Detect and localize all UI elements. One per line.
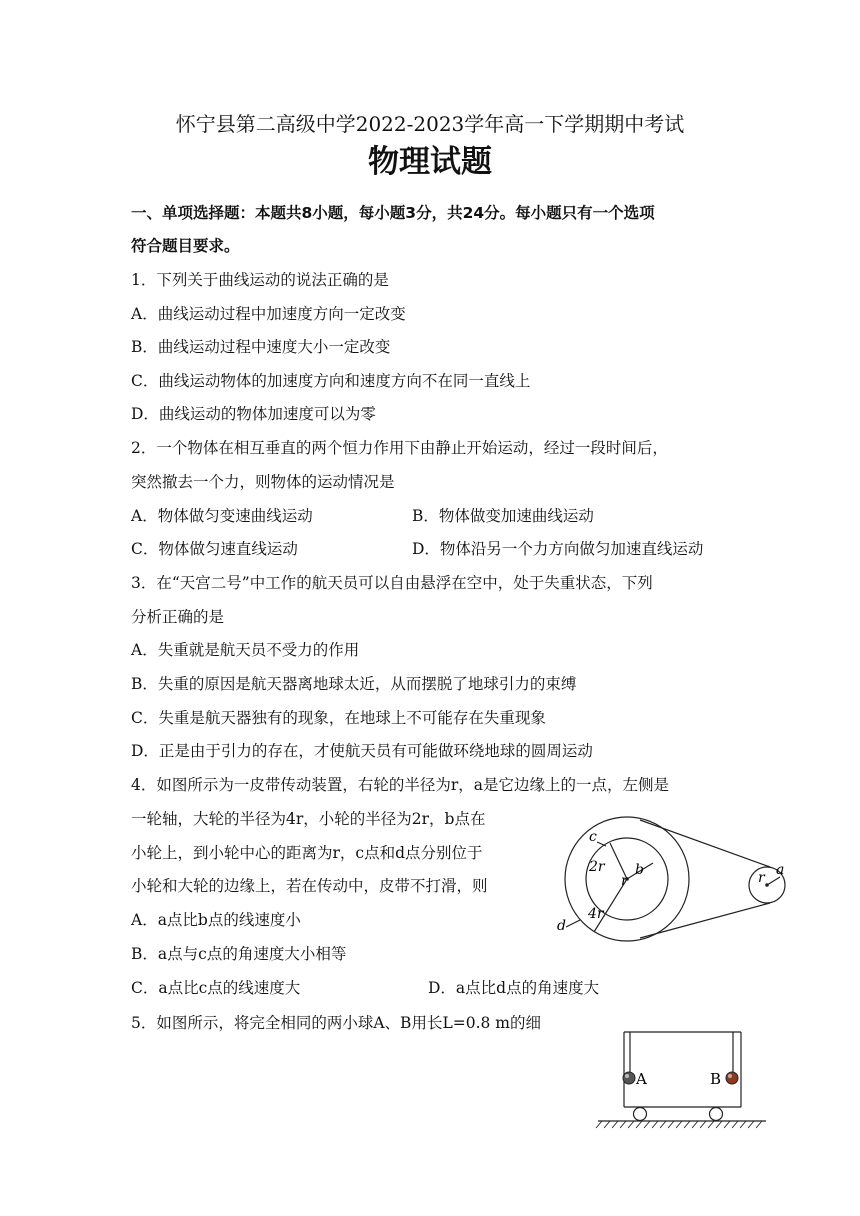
ball-a — [623, 1072, 635, 1084]
cart-figure — [596, 1030, 771, 1130]
wheel-right — [710, 1108, 723, 1121]
ball-b — [726, 1072, 738, 1084]
label-ball-b: B — [710, 1070, 722, 1088]
q1-option-c: C．曲线运动物体的加速度方向和速度方向不在同一直线上 — [131, 372, 531, 390]
q1-stem: 1．下列关于曲线运动的说法正确的是 — [131, 271, 389, 289]
label-c: c — [589, 829, 597, 845]
q3-option-d: D．正是由于引力的存在，才使航天员有可能做环绕地球的圆周运动 — [131, 742, 593, 760]
q4-option-a: A．a点比b点的线速度小 — [131, 911, 301, 929]
label-b: b — [635, 862, 644, 878]
q2-option-a: A．物体做匀变速曲线运动 — [131, 507, 313, 525]
label-2r: 2r — [589, 859, 605, 875]
school-exam-title: 怀宁县第二高级中学2022-2023学年高一下学期期中考试 — [175, 112, 685, 136]
q2-stem-line2: 突然撤去一个力，则物体的运动情况是 — [131, 473, 395, 491]
q2-stem-line1: 2．一个物体在相互垂直的两个恒力作用下由静止开始运动，经过一段时间后， — [131, 439, 668, 457]
q4-stem-line3: 小轮上，到小轮中心的距离为r，c点和d点分别位于 — [131, 844, 483, 862]
q4-stem-line1: 4．如图所示为一皮带传动装置，右轮的半径为r，a是它边缘上的一点，左侧是 — [131, 776, 670, 794]
q3-option-a: A．失重就是航天员不受力的作用 — [131, 641, 360, 659]
q2-option-c: C．物体做匀速直线运动 — [131, 540, 298, 558]
q4-option-b: B．a点与c点的角速度大小相等 — [131, 945, 347, 963]
q3-option-c: C．失重是航天器独有的现象，在地球上不可能存在失重现象 — [131, 709, 546, 727]
q4-stem-line4: 小轮和大轮的边缘上，若在传动中，皮带不打滑，则 — [131, 877, 488, 895]
label-4r: 4r — [588, 906, 604, 922]
q5-stem: 5．如图所示，将完全相同的两小球A、B用长L=0.8 m的细 — [131, 1014, 542, 1032]
q1-option-d: D．曲线运动的物体加速度可以为零 — [131, 405, 376, 423]
ball-b-highlight — [728, 1074, 732, 1078]
label-r-inner: r — [621, 873, 628, 889]
radius-right — [767, 877, 780, 885]
q1-option-a: A．曲线运动过程中加速度方向一定改变 — [131, 305, 406, 323]
q3-option-b: B．失重的原因是航天器离地球太近，从而摆脱了地球引力的束缚 — [131, 675, 577, 693]
label-leader-d — [566, 920, 580, 927]
q3-stem-line1: 3．在“天宫二号”中工作的航天员可以自由悬浮在空中，处于失重状态，下列 — [131, 574, 653, 592]
belt-top — [640, 820, 770, 867]
section-heading-cont: 符合题目要求。 — [131, 237, 240, 255]
wheel-left — [634, 1108, 647, 1121]
q4-option-d: D．a点比d点的角速度大 — [428, 979, 600, 997]
belt-drive-figure — [550, 822, 800, 937]
q4-option-c: C．a点比c点的线速度大 — [131, 979, 301, 997]
ball-a-highlight — [625, 1074, 629, 1078]
label-d: d — [557, 918, 566, 934]
q2-option-b: B．物体做变加速曲线运动 — [412, 507, 594, 525]
label-r-right: r — [758, 870, 765, 886]
q1-option-b: B．曲线运动过程中速度大小一定改变 — [131, 338, 391, 356]
belt-bottom — [640, 903, 770, 938]
subject-title: 物理试题 — [368, 144, 492, 180]
right-center-dot — [765, 883, 769, 887]
label-ball-a: A — [636, 1070, 647, 1088]
q3-stem-line2: 分析正确的是 — [131, 608, 225, 626]
ground-hatching — [596, 1121, 762, 1128]
section-heading: 一、单项选择题：本题共8小题，每小题3分，共24分。每小题只有一个选项 — [131, 204, 655, 222]
q4-stem-line2: 一轮轴，大轮的半径为4r，小轮的半径为2r，b点在 — [131, 810, 486, 828]
label-a: a — [776, 862, 785, 878]
q2-option-d: D．物体沿另一个力方向做匀加速直线运动 — [412, 540, 704, 558]
